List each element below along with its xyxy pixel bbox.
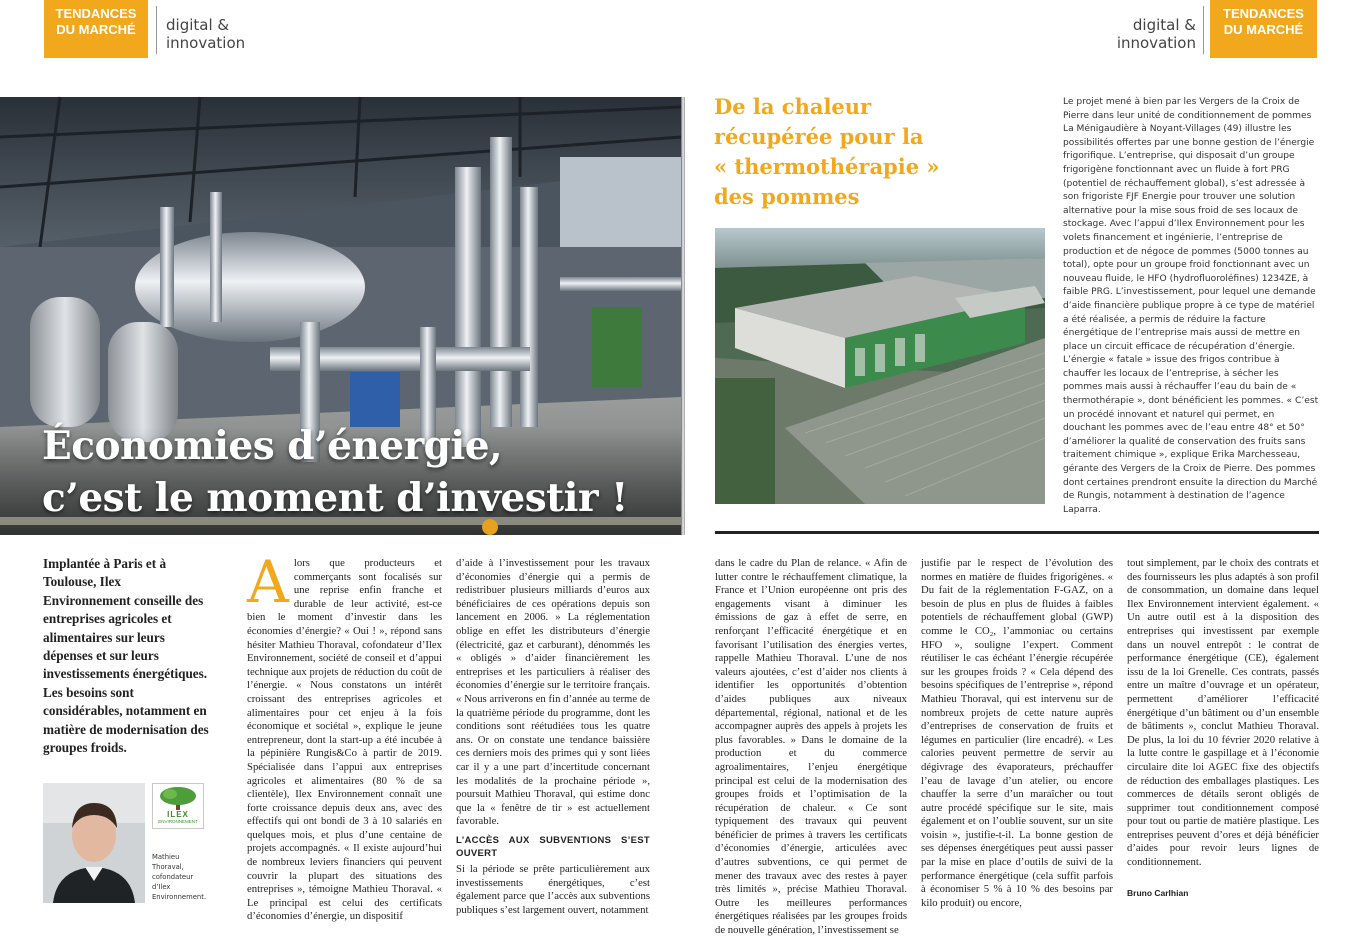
section-right-line2: innovation [1116,34,1196,52]
main-headline [42,420,672,524]
sidebar-headline-line4: des pommes [714,184,860,209]
main-headline-line1: Économies d’énergie, [42,423,503,469]
section-badge-right [1210,0,1317,58]
badge-left-line2: DU MARCHÉ [56,22,136,37]
section-right-line1: digital & [1132,16,1196,34]
body-column-5 [1127,557,1319,885]
intro-paragraph: Implantée à Paris et à Toulouse, Ilex Environnement conseille des entreprises agricoles et alimentaires sur leurs dépenses et sur leurs investissements énergétiques. Les besoins sont considérables, notamment en matière de modernisation des groupes froids. [43,556,209,756]
sidebar-headline [714,92,974,212]
header-divider-right [1203,6,1204,54]
column-1-text: lors que producteurs et commerçants sont focalisés sur une reprise enfin franche et durable de leur activité, est-ce bien le moment d’investir dans les économies d’énergie? « Oui ! », répond sans hésiter Mathieu Thoraval, cofondateur d’Ilex Environnement, société de conseil et d’appui technique aux projets de réduction du coût de l’énergie. « Nous constatons un intérêt croissant des entreprises agricoles et alimentaires pour cet enjeu à la fois économique et sociétal », explique le jeune entrepreneur, dont la start-up a été incubée à la pépinière Rungis&Co à partir de 2019. Spécialisée dans l’appui aux entreprises agricoles et alimentaires (80 % de sa clientèle), Ilex Environnement connaît une forte croissance depuis deux ans, avec des effectifs qui ont bondi de 3 à 10 salariés en quelques mois, et plus d’une centaine de projets accompagnés. « Il existe aujourd’hui de nombreux leviers financiers qui peuvent couvrir la plupart des situations des entreprises », témoigne Mathieu Thoraval. « Le principal est celui des certificats d’économies d’énergie, un dispositif [247,557,442,923]
author-signature: Bruno Carlhian [1127,888,1189,898]
body-column-2 [456,557,650,916]
body-column-3 [715,557,907,937]
badge-right-line1: TENDANCES [1223,6,1304,21]
spread-gutter [681,97,685,535]
tree-icon [158,786,198,810]
main-headline-line2: c’est le moment d’investir ! [42,475,628,521]
ilex-logo [152,783,204,829]
body-column-4 [921,557,1113,909]
column-2-text-b: Si la période se prête particulièrement aux investissements énergétiques, c’est également parce que l’accès aux subventions publiques s’est largement ouvert, notamment [456,863,650,916]
aerial-illustration [715,228,1045,504]
sidebar-body: Le projet mené à bien par les Vergers de la Croix de Pierre dans leur unité de conditionnement de pommes La Ménigaudière à Noyant-Villages (49) illustre les possibilités offertes par une bonne gestion de l’énergie frigorifique. L’entreprise, qui disposait d’un groupe frigorigène fonctionnant avec un fluide à fort PRG (potentiel de réchauffement global), s’est adressée à son frigoriste FJF Energie pour trouver une solution alternative pour la mise sous froid de ses locaux de stockage. Avec l’appui d’Ilex Environnement pour les volets financement et ingénierie, l’entreprise de production et de négoce de pommes (5000 tonnes au total), opte pour un groupe froid fonctionnant avec un nouveau fluide, le HFO (hydrofluoroléfines) 1234ZE, à faible PRG. L’investissement, pour lequel une demande d’aide financière publique propre à ce type de matériel a été réalisée, a permis de réduire la facture énergétique de l’entreprise mais aussi de mettre en place un circuit efficace de récupération d’énergie. L’énergie « fatale » issue des frigos contribue à chauffer les locaux de l’entreprise, à sécher les pommes mais aussi à réchauffer l’eau du bain de « thermothérapie », dont bénéficient les pommes. « C’est un procédé innovant et naturel qui permet, en douchant les pommes avec de l’eau entre 48° et 50° d’améliorer la qualité de conservation des fruits sans traitement chimique », explique Erika Marchesseau, gérante des Vergers de la Croix de Pierre. Des pommes dont certaines prendront ensuite la direction du Marché de Rungis, notamment à destination de l’agence Laparra. [1063,97,1319,515]
sidebar-separator [715,531,1319,534]
section-title-left [166,16,245,52]
logo-text: ILEX [167,810,189,819]
badge-right-line2: DU MARCHÉ [1223,22,1304,37]
column-4-text: justifie par le respect de l’évolution des normes en matière de fluides frigorigènes. « Du fait de la réglementation F-GAZ, on a besoin de plus en plus de fluides à faibles potentiels de réchauffement global (GWP) comme le CO₂, l’ammoniac ou certains HFO », souligne l’expert. Comment réutiliser le cas échéant l’énergie récupérée sur les groupes froids ? « Cela dépend des besoins spécifiques de l’entreprise », répond Mathieu Thoraval, qui est intervenu sur de nombreux projets de cette nature auprès d’entreprises de conservation de fruits et légumes en particulier (lire encadré). « Les calories peuvent permettre de servir au dégivrage des évaporateurs, préchauffer l’eau de lavage d’un atelier, ou encore chauffer la serre d’un maraîcher ou tout autre procédé spécifique sur le site, mais également et on l’oublie souvent, sur un site voisin », justifie-t-il. La bonne gestion de ses dépenses énergétiques peut aussi passer par la mise en place d’outils de suivi de la performance énergétique (cela suffit parfois à économiser 5 % à 10 % des besoins par kilo produit) ou encore, [921,557,1113,909]
sidebar-headline-line1: De la chaleur [714,94,872,119]
header-divider-left [156,6,157,54]
column-3-text: dans le cadre du Plan de relance. « Afin de lutter contre le réchauffement climatique, la France et l’Union européenne ont pris des engagements visant à diminuer les émissions de gaz à effet de serre, en renforçant l’efficacité énergétique et en favorisant l’utilisation des énergies vertes, rappelle Mathieu Thoraval. L’une de nos valeurs ajoutées, c’est d’aider nos clients à identifier les opportunités d’obtention d’aides publiques aux niveaux départemental, régional, national et de les accompagner auprès des appels à projets les plus favorables. » Dans le domaine de la production et du commerce agroalimentaires, l’enjeu énergétique principal est celui de la modernisation des groupes froids et l’optimisation de la récupération de chaleur. « Ce sont typiquement des travaux qui peuvent bénéficier de primes à travers les certificats d’économies d’énergie, articulées avec d’autres subventions, ce qui permet de mener des travaux avec des restes à payer très limités », précise Mathieu Thoraval. Outre les meilleures performances énergétiques réalisées par les groupes froids de nouvelle génération, l’investissement se [715,557,907,937]
portrait-photo [43,783,145,903]
sidebar-headline-line3: « thermothérapie » [714,154,940,179]
column-2-text: d’aide à l’investissement pour les travaux d’économies d’énergie qui a permis de redistribuer plusieurs milliards d’euros aux bénéficiaires de ces opérations depuis son lancement en 2006. » La réglementation oblige en effet les distributeurs d’énergie (électricité, gaz et carburant), dénommés les « obligés » d’aider financièrement les entreprises et les particuliers à réaliser des économies d’énergie sur le territoire français. « Nous arriverons en fin d’année au terme de la quatrième période du programme, dont les conditions sont réétudiées tous les quatre ans. Or on constate une tendance baissière ces derniers mois des primes qui y sont liées car il y a une part d’incertitude concernant les modalités de la prochaine période », poursuit Mathieu Thoraval, qui estime donc que la « fenêtre de tir » est actuellement favorable. [456,557,650,828]
logo-subtext: ENVIRONNEMENT [158,819,198,824]
section-badge-left [44,0,148,58]
badge-left-line1: TENDANCES [55,6,137,21]
portrait-illustration [43,783,145,903]
section-title-right [1110,16,1196,52]
drop-cap: A [247,548,289,616]
orchard-facility-photo [715,228,1045,504]
section-left-line2: innovation [166,34,246,52]
column-5-text: tout simplement, par le choix des contrats et des fournisseurs les plus adaptés à son profil de consommation, un domaine dans lequel Ilex Environnement intervient également. « Un autre outil est à la disposition des entreprises qui investissent par exemple dans un nouvel entrepôt : le contrat de performance énergétique (CE), également issu de la loi Grenelle. Ces contrats, passés entre un maître d’ouvrage et un opérateur, permettent d’améliorer l’efficacité énergétique d’un bâtiment ou d’un ensemble de bâtiments », conclut Mathieu Thoraval. De plus, la loi du 10 février 2020 relative à la lutte contre le gaspillage et à l’économie circulaire dite loi AGEC fixe des objectifs de réduction des emballages plastiques. Les commerces de détails seront obligés de supprimer tout conditionnement composé pour tout ou partie de matière plastique. Les entreprises peuvent d’ores et déjà bénéficier d’aides pour revoir leurs lignes de conditionnement. [1127,557,1319,869]
body-column-1 [247,548,442,923]
section-left-line1: digital & [166,16,230,34]
subheading: L’ACCÈS AUX SUBVENTIONS S’EST OUVERT [456,834,650,860]
sidebar-headline-line2: récupérée pour la [714,124,924,149]
portrait-caption: Mathieu Thoraval, cofondateur d’Ilex Environnement. [152,853,207,901]
